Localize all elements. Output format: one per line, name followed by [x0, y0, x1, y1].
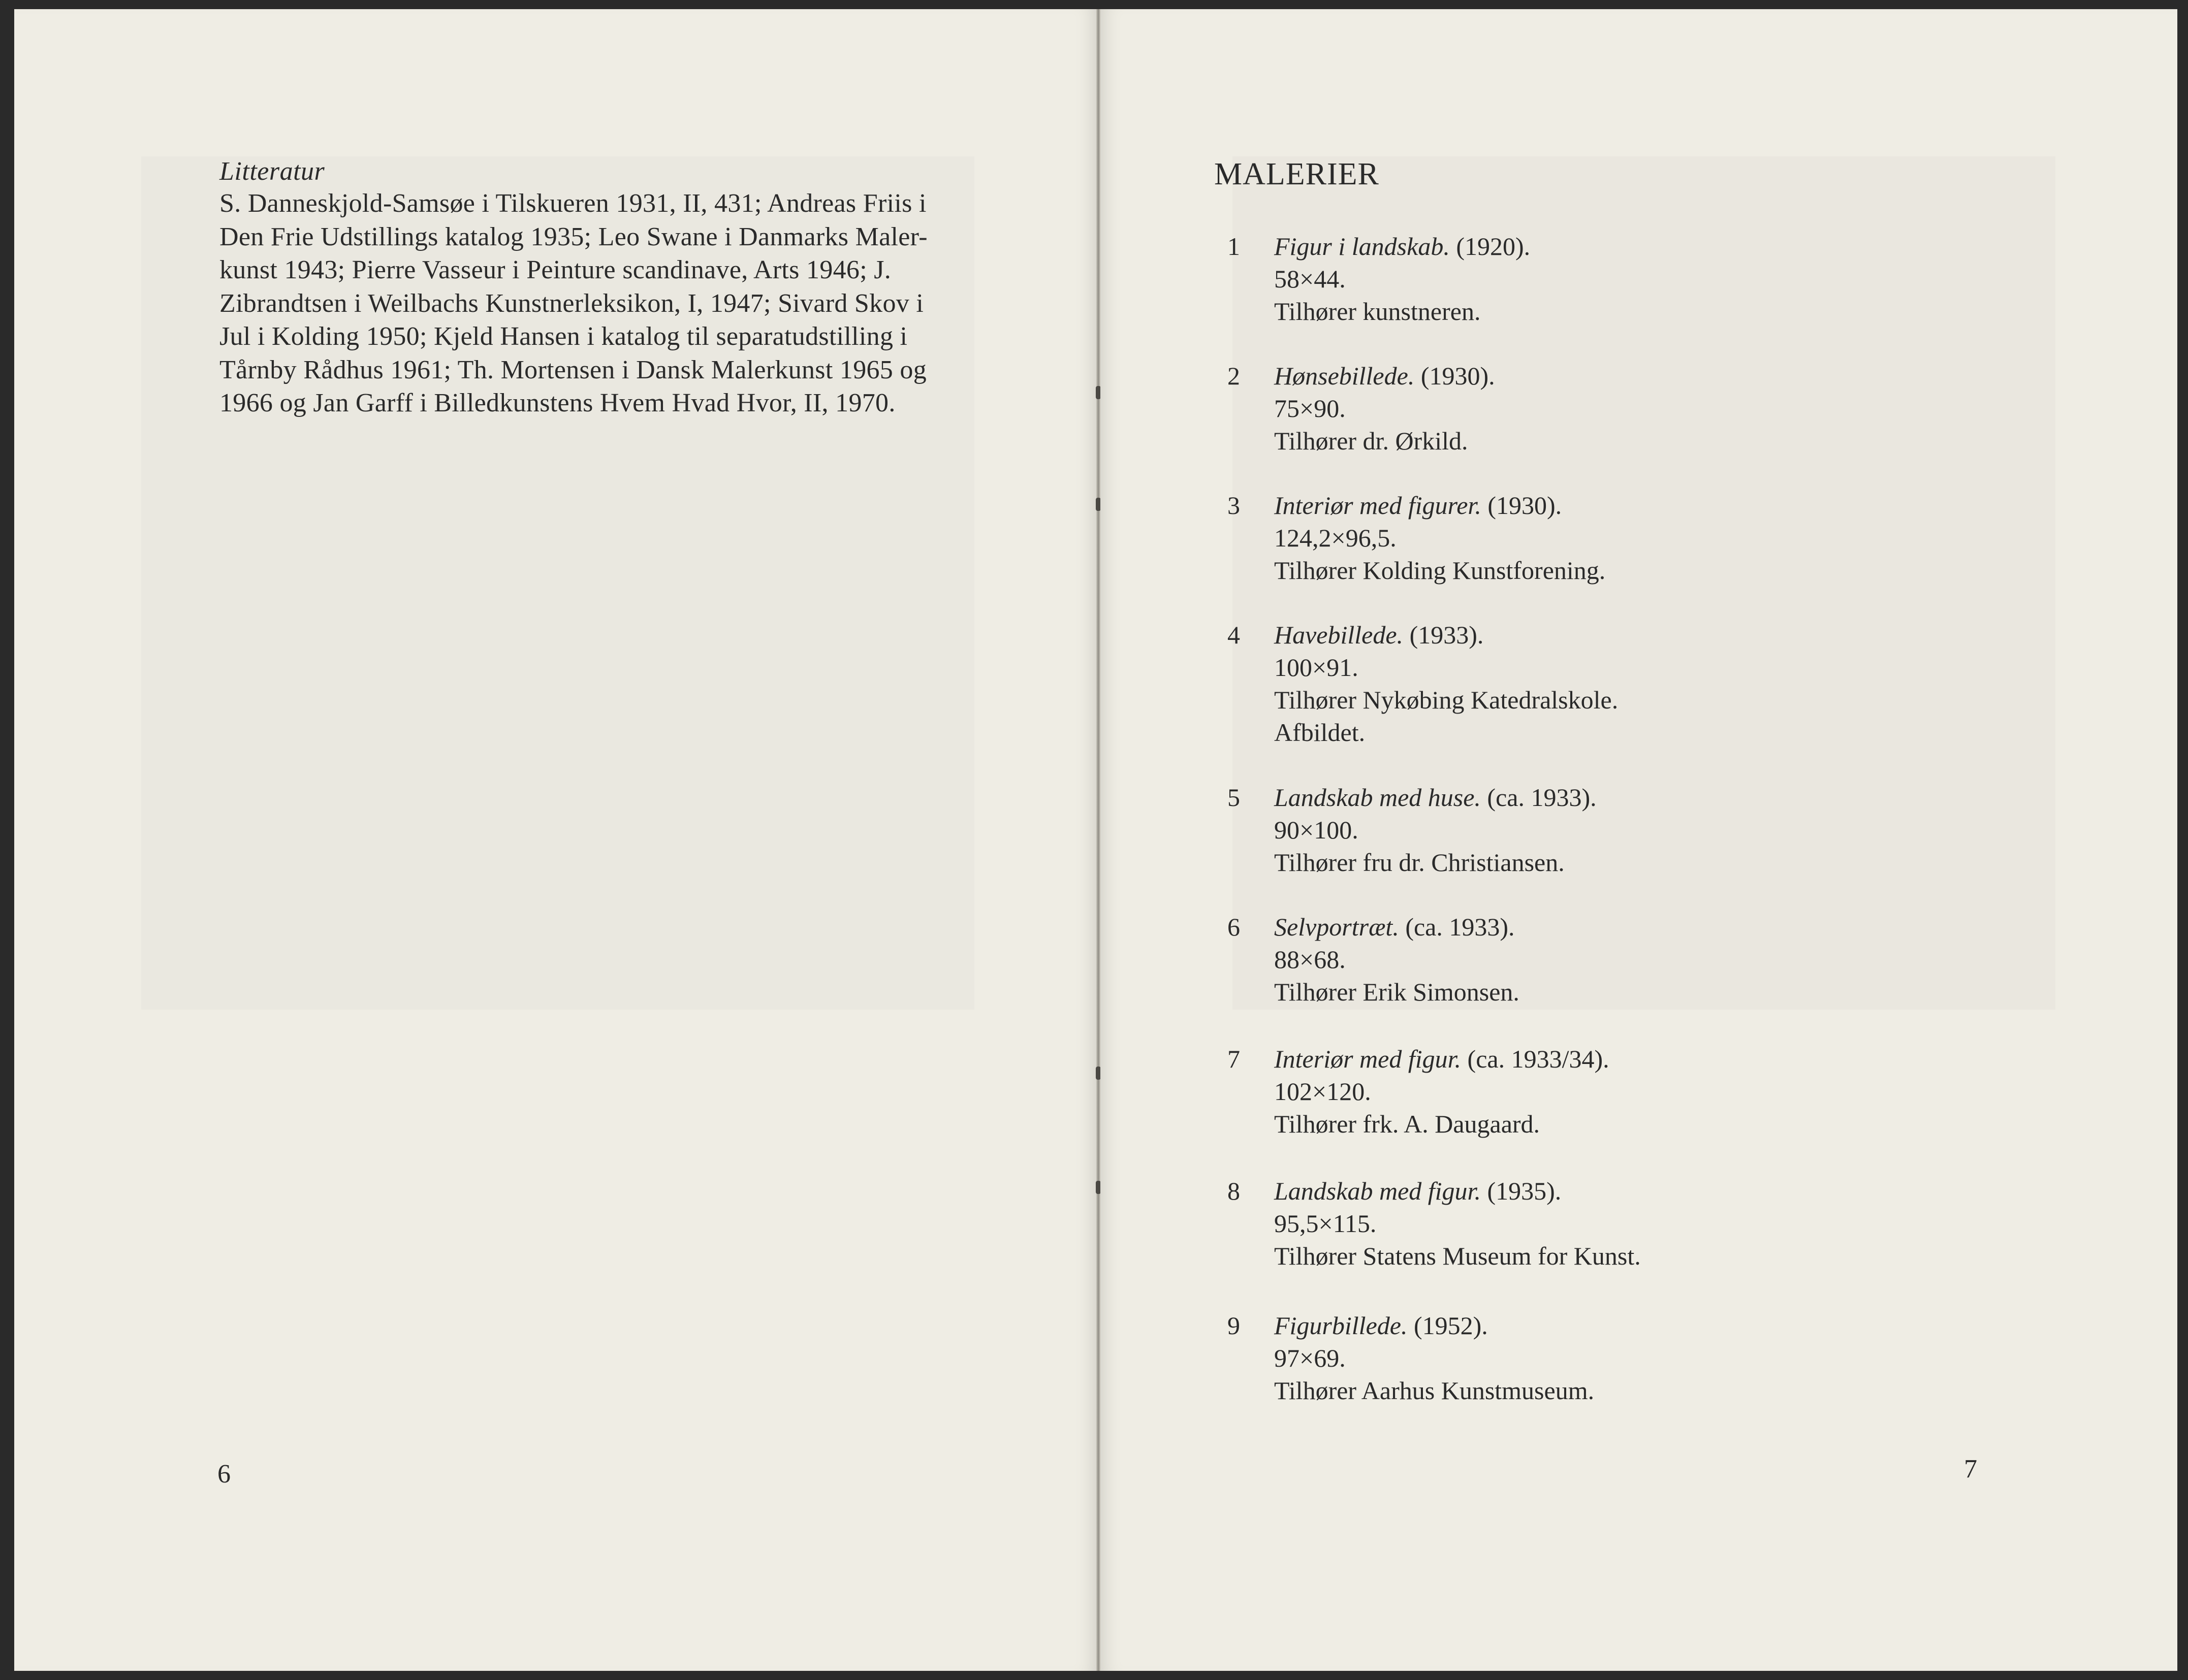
entry-size: 75×90.	[1274, 394, 1346, 423]
section-title: MALERIER	[1214, 157, 1379, 191]
entry-owner: Tilhører Statens Museum for Kunst.	[1274, 1242, 1641, 1270]
literature-line: kunst 1943; Pierre Vasseur i Peinture scandinave, Arts 1946; J.	[219, 255, 892, 284]
entry-number: 2	[1227, 362, 1240, 390]
entry-size: 97×69.	[1274, 1344, 1346, 1372]
entry-number: 7	[1227, 1045, 1240, 1073]
literature-heading: Litteratur	[219, 157, 325, 186]
entry-owner: Tilhører Kolding Kunstforening.	[1274, 556, 1606, 585]
literature-line: 1966 og Jan Garff i Billedkunstens Hvem Hvad Hvor, II, 1970.	[219, 389, 896, 417]
page-number-left: 6	[217, 1460, 231, 1489]
entry-title: Landskab med huse.	[1274, 783, 1481, 812]
entry-size: 95,5×115.	[1274, 1209, 1377, 1238]
entry-number: 5	[1227, 783, 1240, 812]
page-number-right: 7	[1964, 1455, 1977, 1483]
right-page	[1100, 9, 2177, 1671]
book-gutter	[1096, 9, 1100, 1671]
entry-date: (1930).	[1414, 362, 1495, 390]
entry-title: Interiør med figurer.	[1274, 491, 1481, 520]
entry-date: (1933).	[1403, 621, 1484, 649]
entry-number: 9	[1227, 1311, 1240, 1340]
entry-note: Afbildet.	[1274, 718, 1366, 747]
entry-size: 90×100.	[1274, 816, 1358, 844]
entry-size: 124,2×96,5.	[1274, 524, 1397, 552]
entry-date: (1935).	[1480, 1177, 1562, 1205]
entry-title: Landskab med figur.	[1274, 1177, 1481, 1205]
entry-owner: Tilhører Nykøbing Katedralskole.	[1274, 686, 1619, 714]
entry-title: Interiør med figur.	[1274, 1045, 1462, 1073]
left-page	[14, 9, 1096, 1671]
literature-line: S. Danneskjold-Samsøe i Tilskueren 1931, II, 431; Andreas Friis i	[219, 189, 927, 218]
literature-line: Zibrandtsen i Weilbachs Kunstnerleksikon, I, 1947; Sivard Skov i	[219, 288, 924, 318]
entry-title: Havebillede.	[1274, 621, 1404, 649]
literature-text	[219, 187, 992, 420]
literature-line: Den Frie Udstillings katalog 1935; Leo Swane i Danmarks Maler-	[219, 222, 928, 251]
literature-line: Tårnby Rådhus 1961; Th. Mortensen i Dansk Malerkunst 1965 og	[219, 355, 927, 384]
entry-date: (1920).	[1449, 232, 1531, 261]
entry-title: Selvportræt.	[1274, 913, 1399, 941]
entry-size: 102×120.	[1274, 1077, 1371, 1106]
entry-title: Hønsebillede.	[1274, 362, 1415, 390]
entry-size: 58×44.	[1274, 265, 1346, 293]
literature-line: Jul i Kolding 1950; Kjeld Hansen i katalog til separatudstilling i	[219, 322, 908, 351]
entry-date: (1930).	[1481, 491, 1562, 520]
entry-size: 88×68.	[1274, 945, 1346, 974]
entry-owner: Tilhører frk. A. Daugaard.	[1274, 1110, 1540, 1138]
entry-number: 8	[1227, 1177, 1240, 1205]
entry-date: (ca. 1933/34).	[1461, 1045, 1609, 1073]
entry-owner: Tilhører dr. Ørkild.	[1274, 427, 1468, 455]
entry-title: Figurbillede.	[1274, 1311, 1408, 1340]
entry-owner: Tilhører Erik Simonsen.	[1274, 978, 1519, 1006]
entry-owner: Tilhører kunstneren.	[1274, 297, 1481, 326]
entry-size: 100×91.	[1274, 653, 1358, 682]
entry-date: (ca. 1933).	[1399, 913, 1515, 941]
entry-number: 3	[1227, 491, 1240, 520]
entry-date: (1952).	[1407, 1311, 1488, 1340]
entry-title: Figur i landskab.	[1274, 232, 1450, 261]
entry-number: 1	[1227, 232, 1240, 261]
entry-number: 4	[1227, 621, 1240, 649]
entry-owner: Tilhører fru dr. Christiansen.	[1274, 848, 1565, 877]
entry-number: 6	[1227, 913, 1240, 941]
entry-date: (ca. 1933).	[1480, 783, 1597, 812]
entry-owner: Tilhører Aarhus Kunstmuseum.	[1274, 1376, 1595, 1405]
